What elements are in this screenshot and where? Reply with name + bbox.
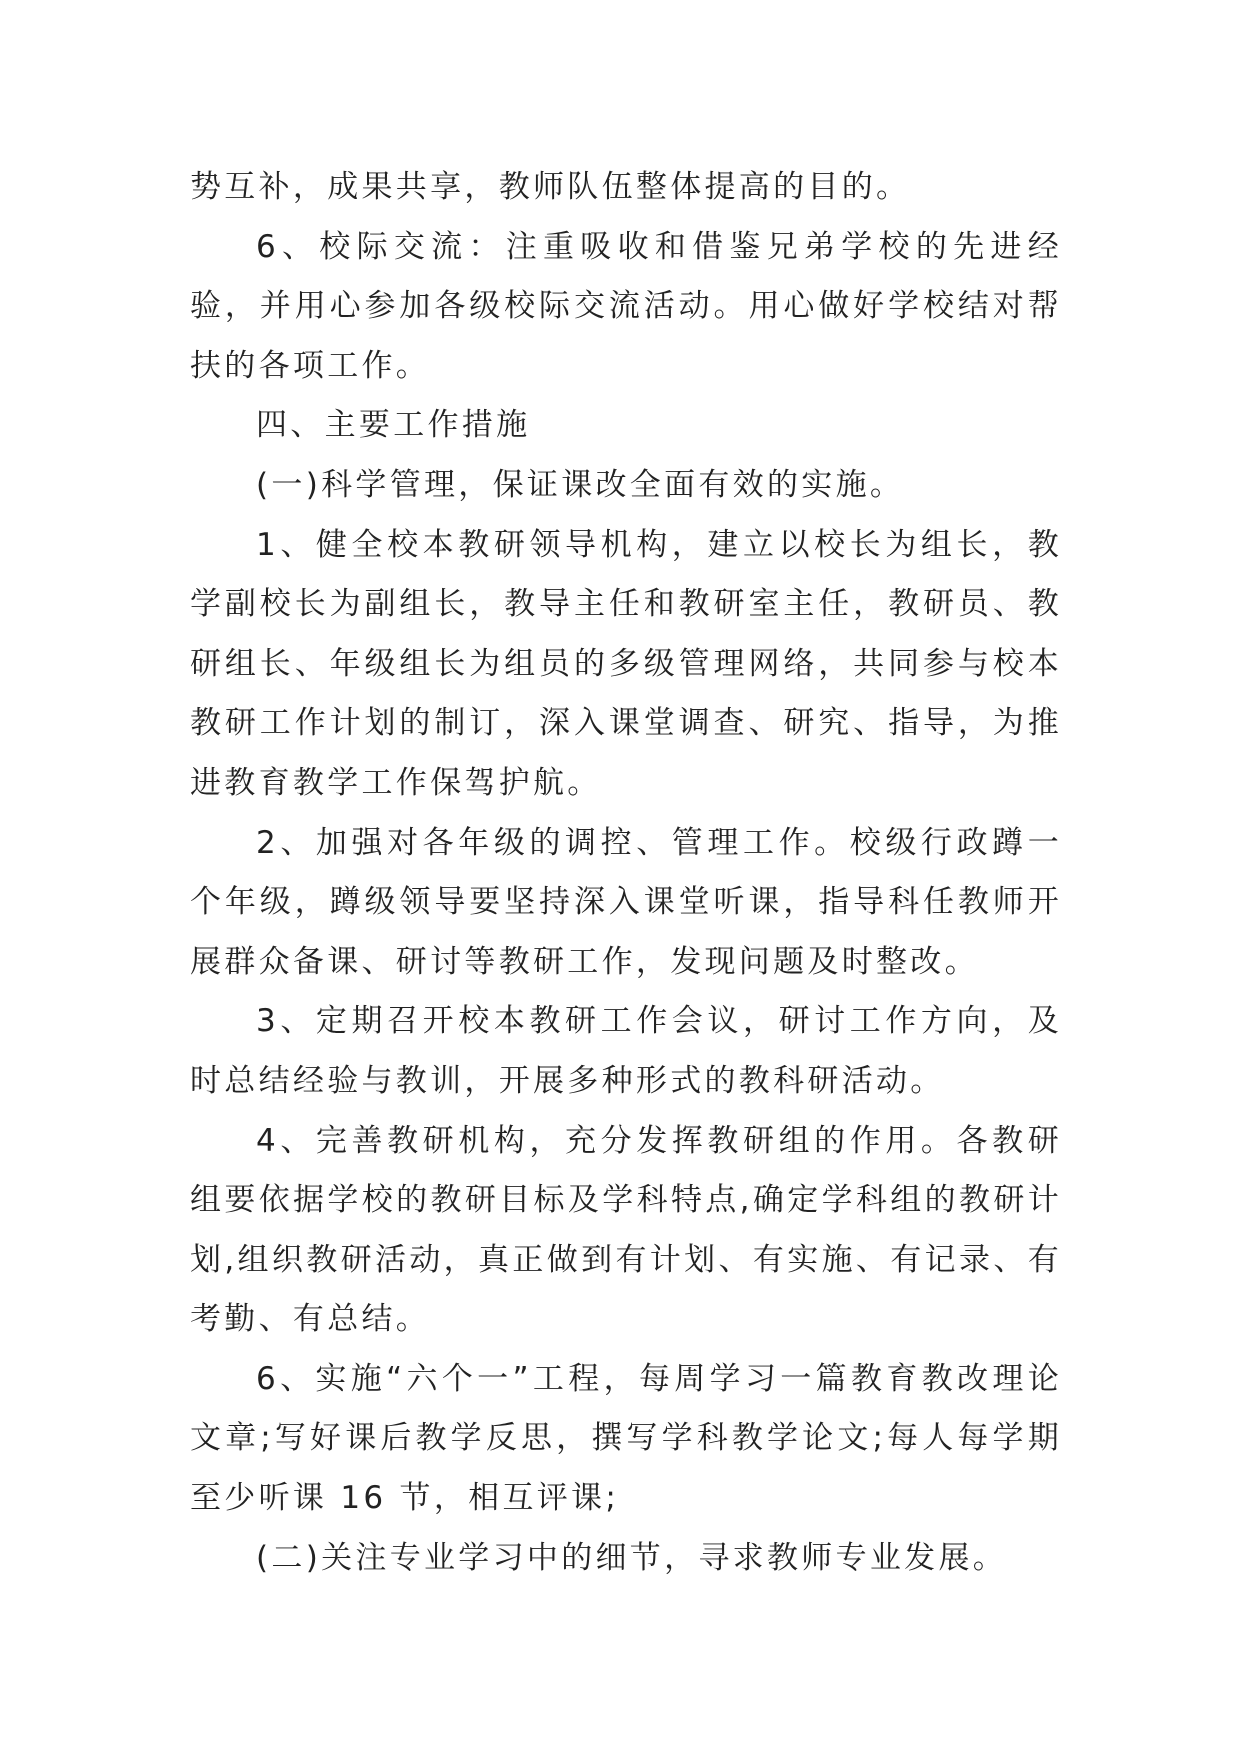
paragraph-item-1: 1、健全校本教研领导机构，建立以校长为组长，教学副校长为副组长，教导主任和教研室主任，教研员、教研组长、年级组长为组员的多级管理网络，共同参与校本教研工作计划的制订，深入课堂调查、研究、指导，为推进教育教学工作保驾护航。 xyxy=(190,526,1062,801)
paragraph-item-4: 4、完善教研机构，充分发挥教研组的作用。各教研组要依据学校的教研目标及学科特点,确定学科组的教研计划,组织教研活动，真正做到有计划、有实施、有记录、有考勤、有总结。 xyxy=(190,1122,1062,1338)
paragraph-item-3: 3、定期召开校本教研工作会议，研讨工作方向，及时总结经验与教训，开展多种形式的教科研活动。 xyxy=(190,1003,1062,1099)
paragraph-1: 势互补，成果共享，教师队伍整体提高的目的。 xyxy=(190,169,911,205)
paragraph-2: 6、校际交流：注重吸收和借鉴兄弟学校的先进经验，并用心参加各级校际交流活动。用心做好学校结对帮扶的各项工作。 xyxy=(190,228,1062,384)
subsection-heading-1: (一)科学管理，保证课改全面有效的实施。 xyxy=(256,466,905,503)
document-body xyxy=(190,158,1062,1588)
subsection-heading-2: (二)关注专业学习中的细节，寻求教师专业发展。 xyxy=(256,1539,1008,1576)
section-heading: 四、主要工作措施 xyxy=(256,407,531,444)
paragraph-item-6: 6、实施“六个一”工程，每周学习一篇教育教改理论文章;写好课后教学反思，撰写学科教学论文;每人每学期至少听课 16 节，相互评课; xyxy=(190,1360,1062,1517)
paragraph-item-2: 2、加强对各年级的调控、管理工作。校级行政蹲一个年级，蹲级领导要坚持深入课堂听课，指导科任教师开展群众备课、研讨等教研工作，发现问题及时整改。 xyxy=(190,824,1062,980)
